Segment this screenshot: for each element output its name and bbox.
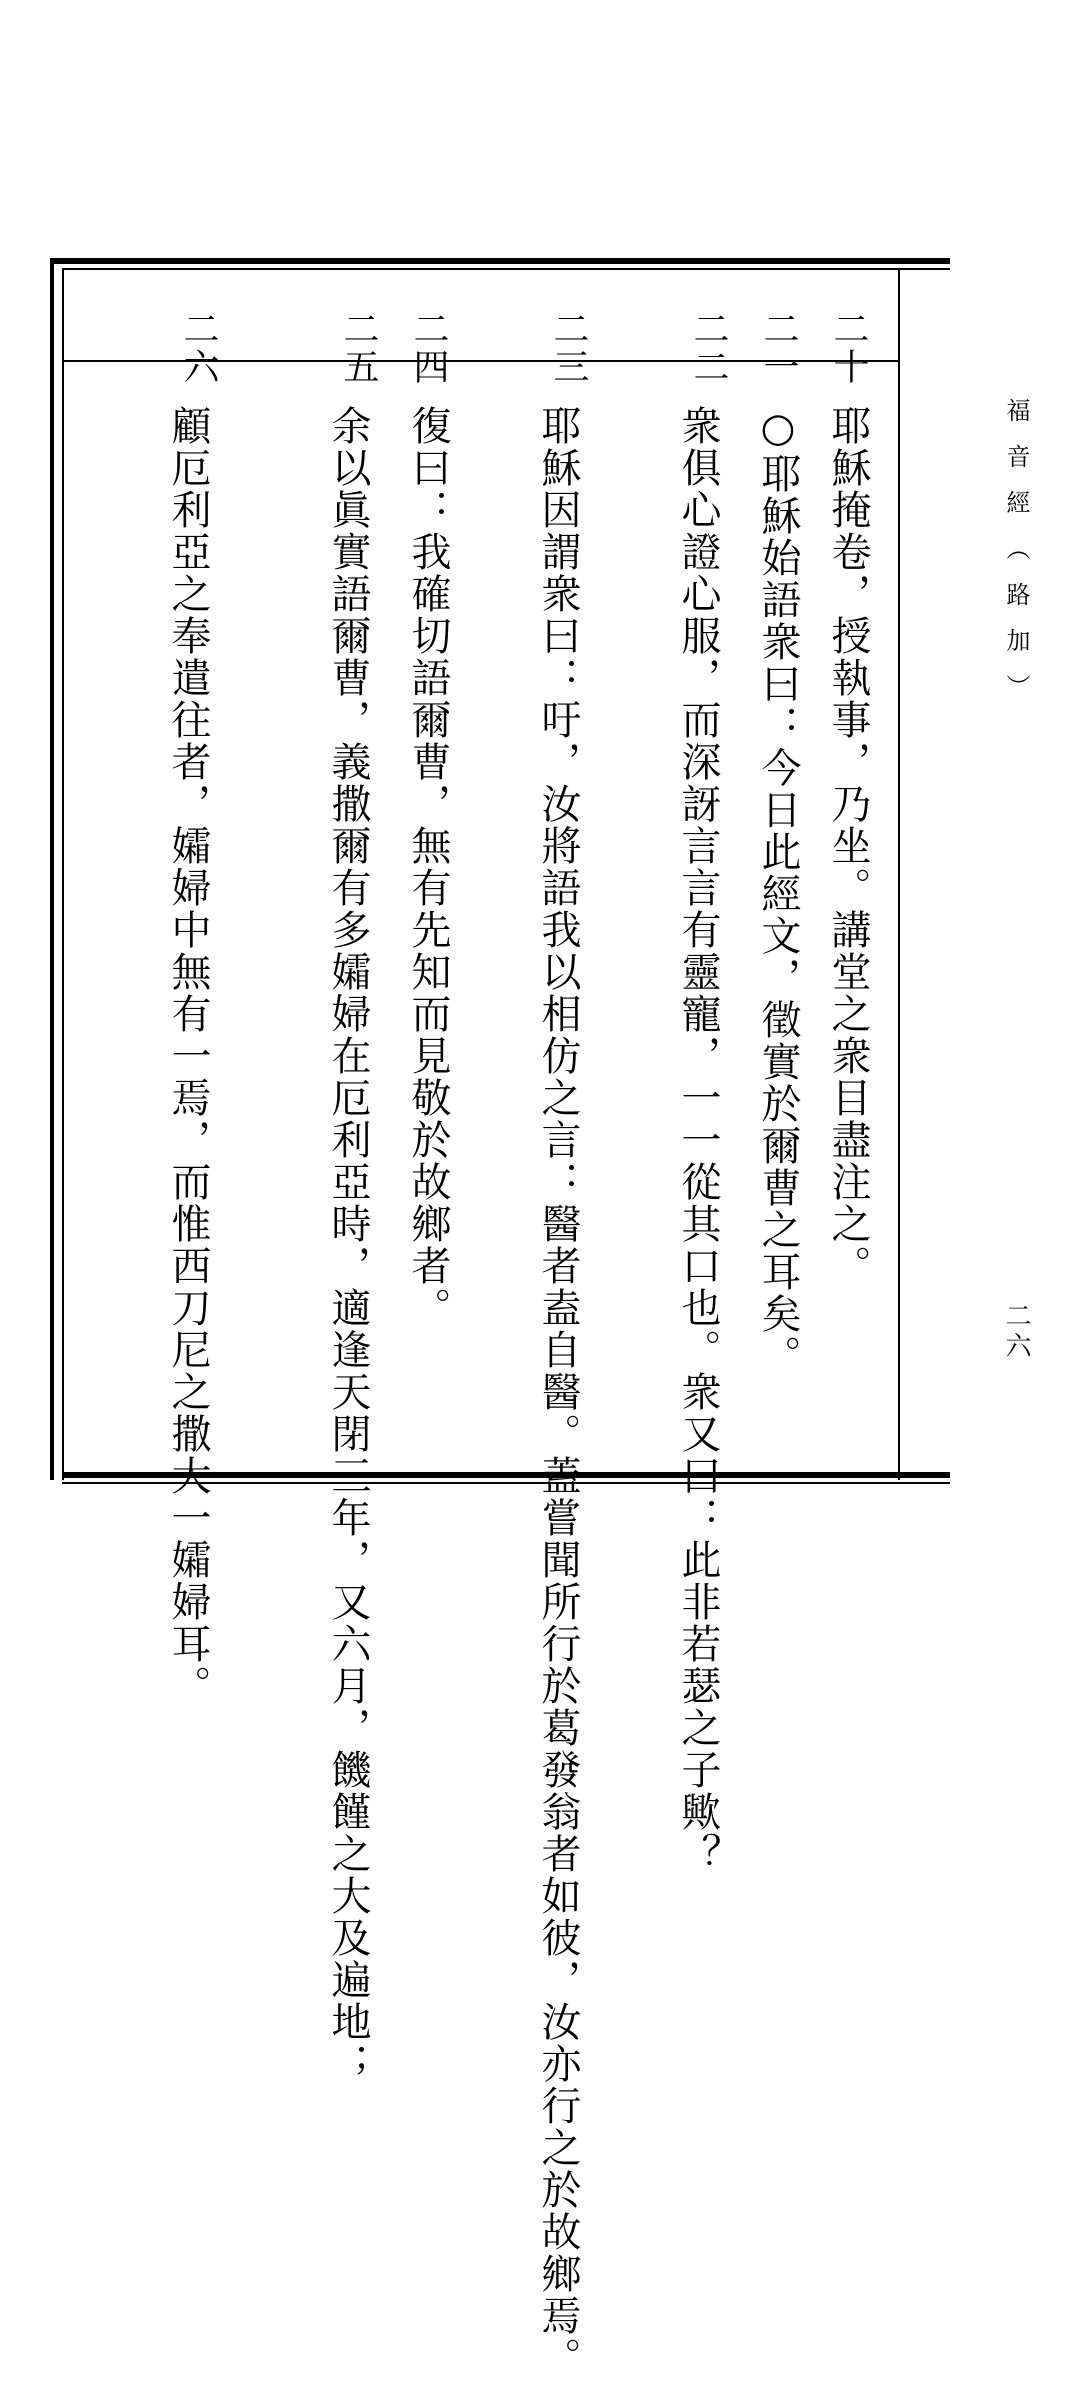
verse-number: 二六 bbox=[178, 310, 219, 386]
verse-text: 顧厄利亞之奉遣往者，孀婦中無有一焉，而惟西刀尼之撒大一孀婦耳。 bbox=[165, 405, 211, 1707]
verse-number: 二二 bbox=[688, 310, 729, 386]
verse-text: 耶穌掩卷，授執事，乃坐。講堂之衆目盡注之。 bbox=[825, 405, 871, 1287]
verse-number: 二三 bbox=[548, 310, 589, 386]
verse-number: 二五 bbox=[338, 310, 379, 386]
verse-number: 二四 bbox=[408, 310, 449, 386]
verse-text: ○耶穌始語衆曰：今日此經文，徵實於爾曹之耳矣。 bbox=[755, 405, 801, 1377]
left-border-outer bbox=[50, 258, 54, 1480]
top-border-thin bbox=[62, 268, 950, 270]
running-title: 福音經（路加） bbox=[1002, 398, 1030, 720]
page-number: 二六 bbox=[1001, 1302, 1031, 1362]
right-border bbox=[898, 268, 900, 1480]
verse-number: 二一 bbox=[758, 310, 799, 386]
verse-text: 耶穌因謂衆曰：吁，汝將語我以相仿之言：醫者盍自醫。蓋嘗聞所行於葛發翁者如彼，汝亦行之於故鄉焉。 bbox=[535, 405, 581, 2379]
verse-text: 衆俱心證心服，而深訝言言有靈寵，一一從其口也。衆又曰：此非若瑟之子歟？ bbox=[675, 405, 721, 1875]
verse-text: 余以眞實語爾曹，義撒爾有多孀婦在厄利亞時，適逢天閉三年，又六月，饑饉之大及遍地； bbox=[325, 405, 371, 2085]
verse-text: 復曰：我確切語爾曹，無有先知而見敬於故鄉者。 bbox=[405, 405, 451, 1329]
verse-number: 二十 bbox=[828, 310, 869, 386]
left-border-inner bbox=[62, 268, 64, 1480]
top-border-thick bbox=[50, 258, 950, 264]
